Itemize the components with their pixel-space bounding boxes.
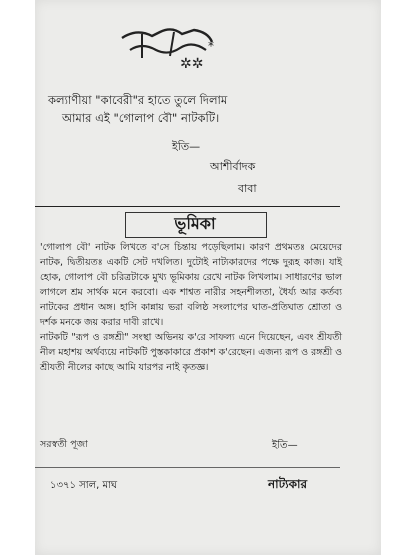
sign-off-iti: ইতি— xyxy=(172,140,201,153)
occasion-text: সরস্বতী পূজা xyxy=(40,439,88,450)
preface-paragraph-1: 'গোলাপ বৌ' নাটক লিখতে ব'সে চিন্তায় পড়েছিলাম। কারণ প্রথমতঃ মেয়েদের নাটক, দ্বিতীয়তঃ একটি সেট দখলিত। দুটোই নাট্যকারদের পক্ষে দুরূহ কাজ। যাই হোক, গোলাপ বৌ চরিত্রটাকে মুখ্য ভূমিকায় রেখে নাটক লিখলাম। সাধারণের ভাল লাগলে শ্রম সার্থক মনে করবো। এক শাশ্বত নারীর সহনশীলতা, ধৈর্য্য আর কর্তব্য নাটকের প্রধান অঙ্গ। হাসি কান্নায় ভরা বলিষ্ঠ সংলাপের ঘাত-প্রতিঘাত শ্রোতা ও দর্শক মনকে জয় করার দাবী রাখে। xyxy=(40,242,342,328)
preface-paragraph-2: নাটকটি "রূপ ও রঙ্গশ্রী" সংস্থা অভিনয় ক'রে সাফল্য এনে দিয়েছেন, এবং শ্রীযতী নীল মহাশয় অর্থব্যয়ে নাটকটি পুস্তকাকারে প্রকাশ ক'রেছেন। এজন্য রূপ ও রঙ্গশ্রী ও শ্রীযতী নীলের কাছে আমি যারপর নাই কৃতজ্ঞ। xyxy=(40,332,343,373)
section-heading: ভূমিকা xyxy=(174,214,216,233)
footer-divider xyxy=(35,467,340,468)
svg-text:✲✲: ✲✲ xyxy=(180,56,204,72)
section-divider xyxy=(35,206,340,207)
blessing-signature: আশীর্বাদক xyxy=(210,160,256,173)
dedication-line-1: কল্যাণীয়া "কাবেরী"র হাতে তুলে দিলাম xyxy=(48,93,228,107)
closing-iti: ইতি— xyxy=(272,440,298,451)
title-ornament-logo xyxy=(112,20,222,75)
father-signature: বাবা xyxy=(238,182,257,195)
dedication-line-2: আমার এই "গোলাপ বৌ" নাটকটি। xyxy=(62,111,220,125)
svg-text:*: * xyxy=(208,39,214,53)
date-text: ১৩৭১ সাল, মাঘ xyxy=(50,480,118,491)
author-signature: নাট্যকার xyxy=(268,477,308,491)
